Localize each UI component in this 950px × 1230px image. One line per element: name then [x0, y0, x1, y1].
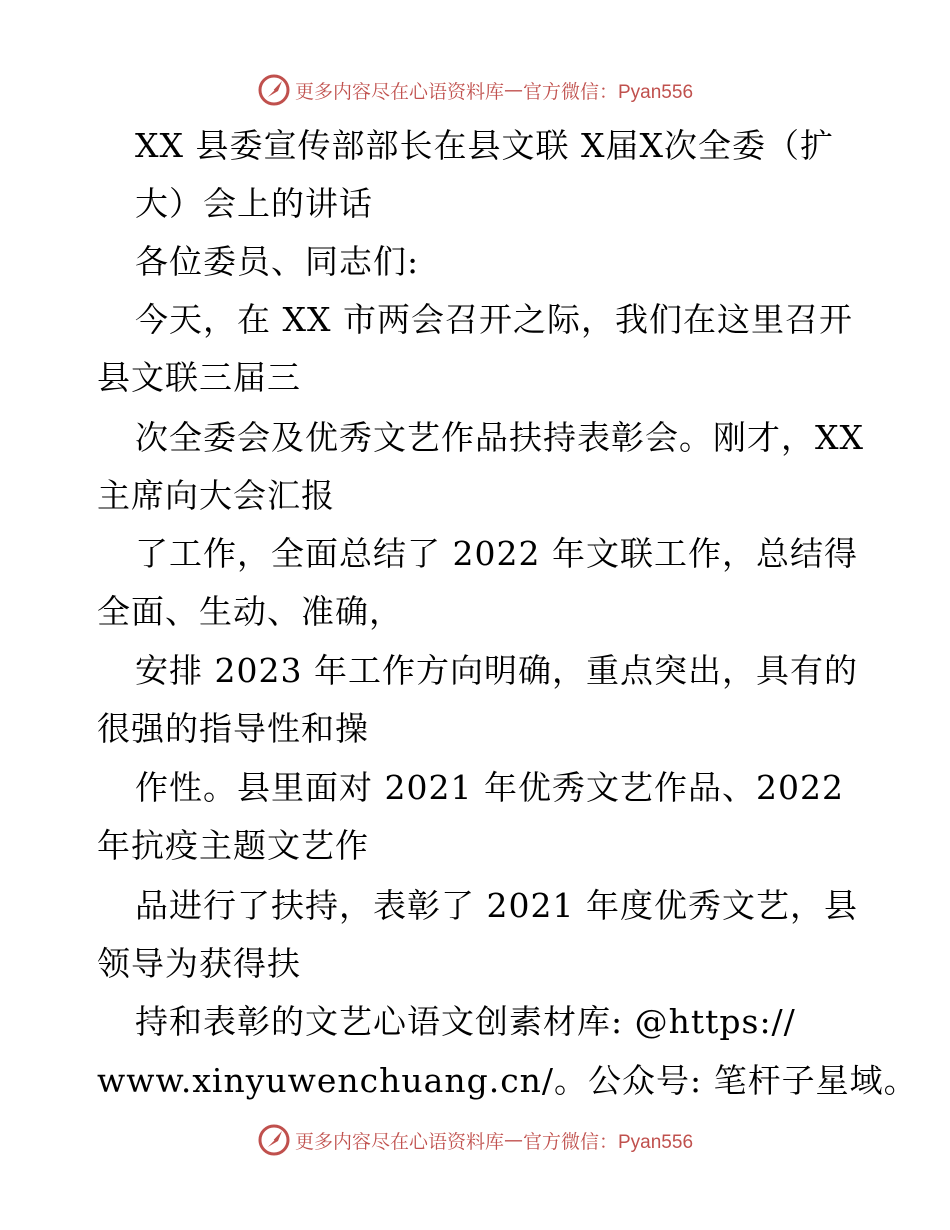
doc-line-title-2: 大）会上的讲话	[135, 184, 373, 223]
doc-line: 品进行了扶持，表彰了 2021 年度优秀文艺，县	[135, 886, 858, 925]
watermark-separator: —	[504, 79, 523, 101]
doc-line: 作性。县里面对 2021 年优秀文艺作品、2022	[135, 768, 844, 807]
footer-watermark	[0, 1120, 950, 1160]
doc-line: 次全委会及优秀文艺作品扶持表彰会。刚才，XX	[135, 418, 864, 457]
doc-line: 领导为获得扶	[97, 944, 301, 983]
doc-line: 年抗疫主题文艺作	[97, 826, 369, 865]
watermark-site-text: 更多内容尽在心语资料库	[294, 80, 504, 103]
doc-line: 持和表彰的文艺心语文创素材库: @https://	[135, 1002, 796, 1041]
watermark-separator: —	[504, 1129, 523, 1151]
doc-line: 今天，在 XX 市两会召开之际，我们在这里召开	[135, 300, 853, 339]
watermark-wechat-text: 官方微信：Pyan556	[523, 1131, 694, 1153]
doc-line: 很强的指导性和操	[97, 709, 369, 748]
doc-line: 县文联三届三	[97, 358, 301, 397]
feather-pen-circle-icon	[257, 1123, 291, 1157]
doc-line-url: www.xinyuwenchuang.cn/。公众号: 笔杆子星域。	[97, 1061, 918, 1100]
doc-line: 安排 2023 年工作方向明确，重点突出，具有的	[135, 651, 858, 690]
doc-line-title-1: XX 县委宣传部部长在县文联 X届X次全委（扩	[135, 126, 834, 165]
watermark-wechat-text: 官方微信：Pyan556	[523, 81, 694, 103]
watermark-site-text: 更多内容尽在心语资料库	[294, 1130, 504, 1153]
doc-line: 全面、生动、准确，	[97, 592, 403, 631]
doc-line-salutation: 各位委员、同志们:	[135, 242, 420, 281]
doc-line: 了工作，全面总结了 2022 年文联工作，总结得	[135, 534, 858, 573]
doc-line: 主席向大会汇报	[97, 476, 335, 515]
